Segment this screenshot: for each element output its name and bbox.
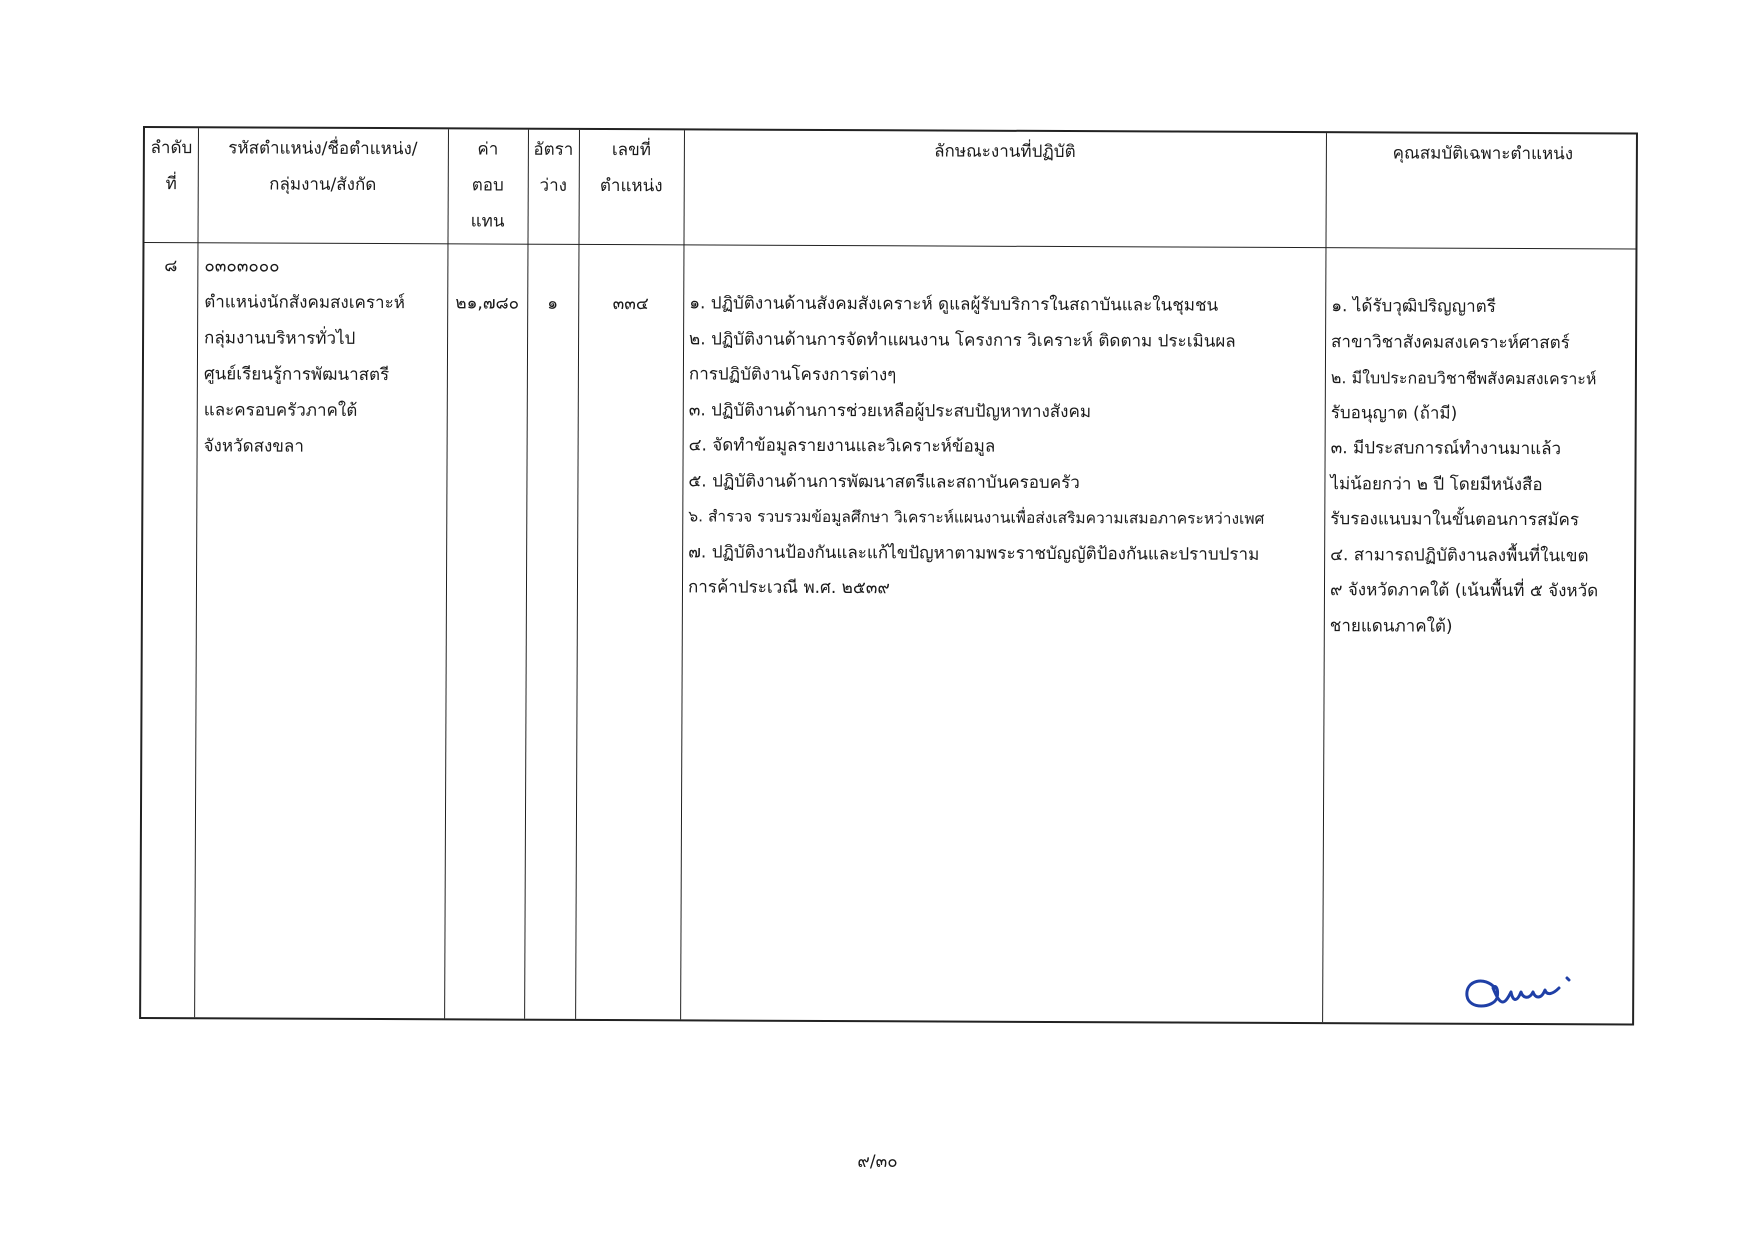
header-position: รหัสตำแหน่ง/ชื่อตำแหน่ง/ กลุ่มงาน/สังกัด [228, 138, 418, 196]
page-number: ๙/๓๐ [857, 1152, 898, 1172]
qualification-item: รับอนุญาต (ถ้ามี) [1330, 402, 1458, 424]
qualification-item: ๔. สามารถปฏิบัติงานลงพื้นที่ในเขต [1330, 544, 1589, 566]
affiliation-line: และครอบครัวภาคใต้ [203, 400, 358, 421]
qualification-item: สาขาวิชาสังคมสงเคราะห์ศาสตร์ [1331, 331, 1570, 353]
duty-item: การปฏิบัติงานโครงการต่างๆ [688, 364, 897, 386]
signature-stroke [1467, 978, 1569, 1006]
header-duties: ลักษณะงานที่ปฏิบัติ [934, 141, 1076, 163]
duty-item: ๒. ปฏิบัติงานด้านการจัดทำแผนงาน โครงการ วิเคราะห์ ติดตาม ประเมินผล [689, 328, 1236, 352]
duty-item: ๖. สำรวจ รวบรวมข้อมูลศึกษา วิเคราะห์แผนงานเพื่อส่งเสริมความเสมอภาคระหว่างเพศ [688, 507, 1265, 528]
duty-item: ๔. จัดทำข้อมูลรายงานและวิเคราะห์ข้อมูล [688, 435, 996, 457]
duty-item: ๕. ปฏิบัติงานด้านการพัฒนาสตรีและสถาบันครอบครัว [688, 470, 1080, 493]
header-position-no: เลขที่ ตำแหน่ง [599, 140, 663, 197]
qualification-item: รับรองแนบมาในขั้นตอนการสมัคร [1330, 509, 1580, 531]
column-divider [575, 130, 580, 1019]
handwritten-signature [1455, 958, 1605, 1018]
row-compensation: ๒๑,๗๘๐ [455, 293, 520, 314]
column-divider [524, 130, 529, 1019]
qualification-item: ๑. ได้รับวุฒิปริญญาตรี [1331, 296, 1496, 317]
row-seq: ๘ [164, 256, 178, 277]
duty-item: ๑. ปฏิบัติงานด้านสังคมสังเคราะห์ ดูแลผู้รับบริการในสถาบันและในชุมชน [689, 293, 1219, 316]
qualification-item: ไม่น้อยกว่า ๒ ปี โดยมีหนังสือ [1330, 473, 1543, 495]
qualification-item: ๒. มีใบประกอบวิชาชีพสังคมสงเคราะห์ [1330, 368, 1597, 389]
qualification-item: ๙ จังหวัดภาคใต้ (เน้นพื้นที่ ๕ จังหวัด [1329, 580, 1599, 602]
row-vacancy: ๑ [547, 293, 559, 314]
duty-item: การค้าประเวณี พ.ศ. ๒๕๓๙ [687, 577, 890, 599]
position-title: ตำแหน่งนักสังคมสงเคราะห์ [204, 292, 405, 314]
duty-item: ๗. ปฏิบัติงานป้องกันและแก้ไขปัญหาตามพระราชบัญญัติป้องกันและปราบปราม [688, 541, 1260, 565]
qualification-item: ชายแดนภาคใต้) [1329, 615, 1453, 637]
work-group: กลุ่มงานบริหารทั่วไป [204, 328, 356, 349]
position-table [139, 126, 1638, 1026]
position-code: ๐๓๐๓๐๐๐ [204, 256, 280, 277]
header-vacancy: อัตรา ว่าง [533, 139, 574, 196]
column-divider [444, 129, 449, 1018]
affiliation-line: ศูนย์เรียนรู้การพัฒนาสตรี [203, 364, 390, 386]
header-qualifications: คุณสมบัติเฉพาะตำแหน่ง [1392, 143, 1574, 165]
row-position [204, 248, 445, 465]
duty-item: ๓. ปฏิบัติงานด้านการช่วยเหลือผู้ประสบปัญหาทางสังคม [688, 399, 1092, 422]
header-compensation: ค่า ตอบ แทน [470, 139, 505, 232]
header-seq: ลำดับ ที่ [150, 138, 193, 195]
qualification-item: ๓. มีประสบการณ์ทำงานมาแล้ว [1330, 438, 1562, 460]
column-divider [680, 130, 685, 1019]
province: จังหวัดสงขลา [203, 436, 304, 457]
row-duties [688, 286, 1323, 608]
column-divider [1322, 133, 1327, 1022]
row-position-no: ๓๓๔ [612, 294, 649, 315]
row-qualifications [1330, 289, 1638, 645]
